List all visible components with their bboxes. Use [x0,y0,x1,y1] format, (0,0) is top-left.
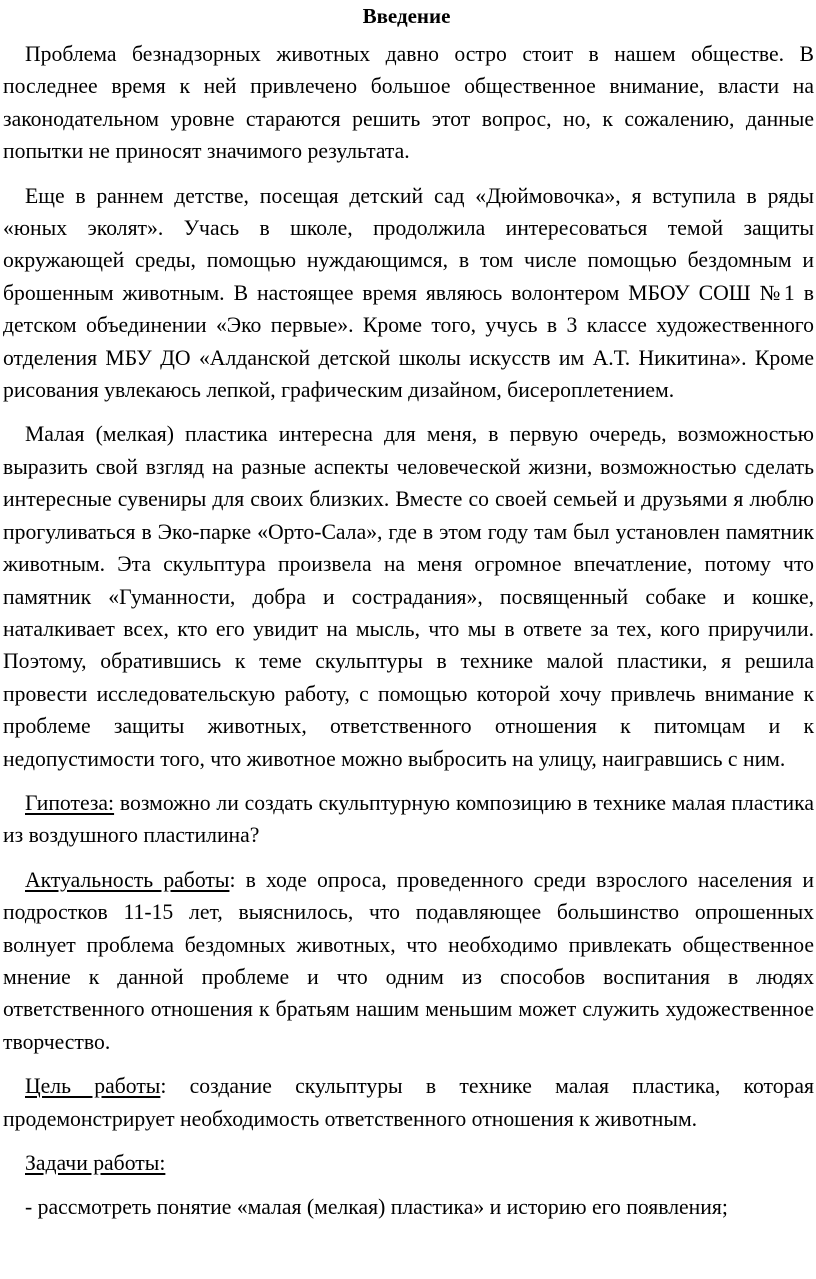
tasks-label: Задачи работы: [25,1151,166,1175]
hypothesis-label: Гипотеза: [25,790,115,815]
paragraph-goal [3,1070,814,1135]
paragraph-hypothesis [3,787,814,852]
paragraph-tasks-heading [3,1147,814,1179]
paragraph-motivation: Малая (мелкая) пластика интересна для меня, в первую очередь, возможностью выразить свой взгляд на разные аспекты человеческой жизни, возможностью сделать интересные сувениры для своих близких. Вместе со своей семьей и друзьями я люблю прогуливаться в Эко-парке «Орто-Сала», где в этом году там был установлен памятник животным. Эта скульптура произвела на меня огромное впечатление, потому что памятник «Гуманности, добра и сострадания», посвященный собаке и кошке, наталкивает всех, кто его увидит на мысль, что мы в ответе за тех, кого приручили. Поэтому, обратившись к теме скульптуры в технике малой пластики, я решила провести исследовательскую работу, с помощью которой хочу привлечь внимание к проблеме защиты животных, ответственного отношения к питомцам и к недопустимости того, что животное можно выбросить на улицу, наигравшись с ним. [3,422,814,771]
relevance-text: : в ходе опроса, проведенного среди взрослого населения и подростков 11-15 лет, выяснилось, что подавляющее большинство опрошенных волнует проблема бездомных животных, что необходимо привлекать общественное мнение к данной проблеме и что одним из способов воспитания в людях ответственного отношения к братьям нашим меньшим может служить художественное творчество. [3,867,814,1054]
paragraph-background: Еще в раннем детстве, посещая детский сад «Дюймовочка», я вступила в ряды «юных эколят». Учась в школе, продолжила интересоваться темой защиты окружающей среды, помощью нуждающимся, в том числе помощью бездомным и брошенным животным. В настоящее время являюсь волонтером МБОУ СОШ №1 в детском объединении «Эко первые». Кроме того, учусь в 3 классе художественного отделения МБУ ДО «Алданской детской школы искусств им А.Т. Никитина». Кроме рисования увлекаюсь лепкой, графическим дизайном, бисероплетением. [3,183,814,403]
paragraph-relevance [3,864,814,1058]
relevance-label: Актуальность работы [25,867,230,892]
paragraph-problem: Проблема безнадзорных животных давно остро стоит в нашем обществе. В последнее время к ней привлечено большое общественное внимание, власти на законодательном уровне стараются решить этот вопрос, но, к сожалению, данные попытки не приносят значимого результата. [3,42,814,164]
document-title: Введение [362,4,451,28]
goal-label: Цель работы [25,1074,161,1099]
goal-text: : создание скульптуры в технике малая пластика, которая продемонстрирует необходимость ответственного отношения к животным. [3,1074,814,1131]
task-item-1: - рассмотреть понятие «малая (мелкая) пластика» и историю его появления; [25,1195,728,1220]
hypothesis-text: возможно ли создать скульптурную композицию в технике малая пластика из воздушного пластилина? [3,790,814,848]
